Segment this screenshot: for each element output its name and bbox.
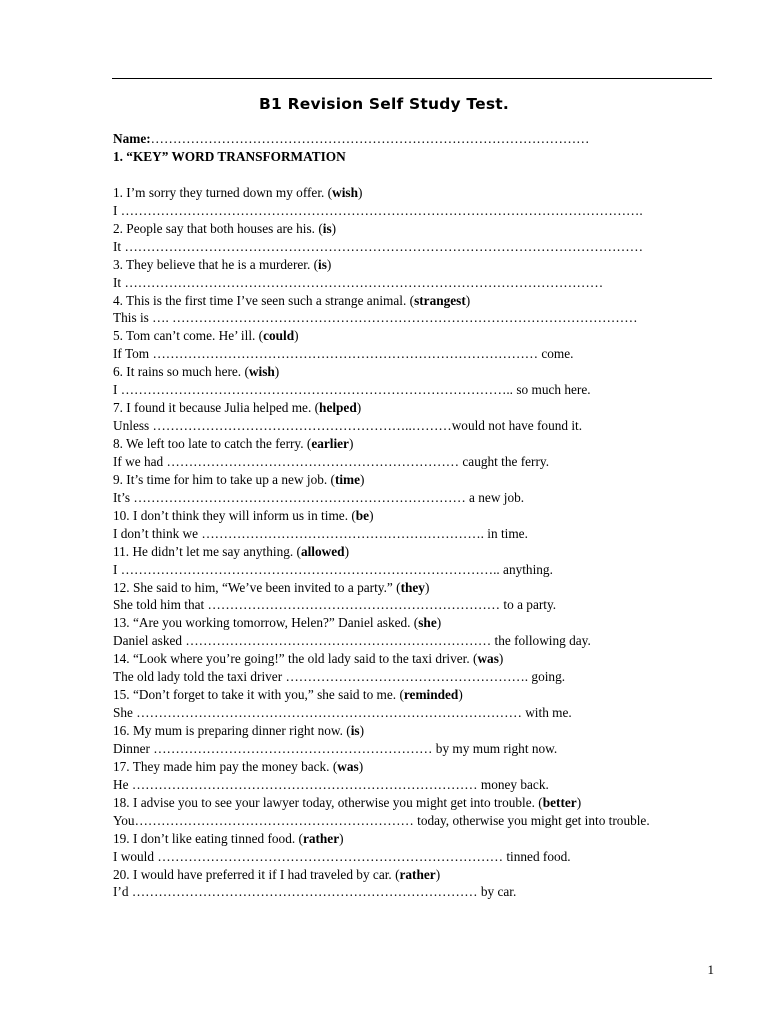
answer-line[interactable]: I would …………………………………………………………………… tinned food. [113,848,571,864]
question-line [113,399,713,417]
question-line [113,579,713,597]
question-text: 13. “Are you working tomorrow, Helen?” Daniel asked. ( [113,615,419,631]
key-word: is [322,220,332,236]
question-text-end: ) [274,364,280,380]
question-line [113,830,713,848]
answer-line[interactable]: If we had ………………………………………………………… caught the ferry. [113,453,550,469]
question-line [113,794,713,812]
answer-line[interactable]: She …………………………………………………………………………… with me. [113,705,572,721]
question-line [113,184,713,202]
answer-line[interactable]: He …………………………………………………………………… money back. [113,776,549,792]
key-word: better [542,794,577,810]
question-text: 11. He didn’t let me say anything. ( [113,543,301,559]
question-text-end: ) [356,400,362,416]
top-rule [112,78,712,79]
question-line [113,292,713,310]
question-text: 6. It rains so much here. ( [113,364,249,380]
section-heading-text: 1. “KEY” WORD TRANSFORMATION [113,148,346,164]
question-text-end: ) [331,220,337,236]
question-text: 1. I’m sorry they turned down my offer. ( [113,184,333,200]
worksheet-content [113,130,713,901]
question-line [113,650,713,668]
question-line [113,543,713,561]
question-text-end: ) [465,292,471,308]
key-word: strangest [414,292,466,308]
question-text-end: ) [369,507,374,523]
answer-line[interactable]: It ……………………………………………………………………………………………………… [113,238,644,254]
answer-line[interactable]: I ………………………………………………………………………….. anything. [113,561,553,577]
question-line [113,327,713,345]
key-word: she [418,615,437,631]
question-text: 16. My mum is preparing dinner right now. ( [113,723,351,738]
question-text: 12. She said to him, “We’ve been invited to a party.” ( [113,579,401,595]
question-text-end: ) [344,543,349,559]
question-text-end: ) [357,184,363,200]
answer-line[interactable]: I’d …………………………………………………………………… by car. [113,884,517,900]
answer-line[interactable]: It’s ………………………………………………………………… a new job. [113,489,525,505]
question-line [113,471,713,489]
key-word: time [334,471,361,487]
question-line [113,614,713,632]
name-blank: ……………………………………………………………………………………… [150,131,590,146]
question-text-end: ) [498,651,504,667]
question-text: 17. They made him pay the money back. ( [113,758,338,774]
answer-line[interactable]: Daniel asked …………………………………………………………… the following day. [113,633,591,649]
question-text-end: ) [339,830,344,846]
question-line [113,722,713,740]
question-text: 4. This is the first time I’ve seen such a strange animal. ( [113,292,415,308]
key-word: be [355,507,370,523]
question-line [113,758,713,776]
key-word: helped [319,400,357,416]
question-text-end: ) [359,723,365,738]
question-text: 18. I advise you to see your lawyer today, otherwise you might get into trouble. ( [113,794,543,810]
question-line [113,435,713,453]
answer-line[interactable]: It ……………………………………………………………………………………………… [113,274,604,290]
question-line [113,507,713,525]
name-line [113,130,713,148]
key-word: allowed [300,543,345,559]
question-list [113,184,713,902]
page-number: 1 [707,962,714,977]
key-word: wish [332,184,358,200]
answer-line[interactable]: If Tom …………………………………………………………………………… come. [113,346,574,362]
question-text: 9. It’s time for him to take up a new job. ( [113,471,335,487]
question-line [113,686,713,704]
question-text-end: ) [435,866,441,882]
question-text: 3. They believe that he is a murderer. ( [113,256,319,272]
page-title: B1 Revision Self Study Test. [259,95,509,113]
question-text: 2. People say that both houses are his. ( [113,220,323,236]
question-text: 10. I don’t think they will inform us in time. ( [113,507,356,523]
answer-line[interactable]: You……………………………………………………… today, otherwise you might get into trouble. [113,812,650,828]
question-text-end: ) [326,256,332,272]
key-word: is [318,256,327,272]
answer-line[interactable]: She told him that ………………………………………………………… to a party. [113,597,557,613]
key-word: earlier [311,436,349,451]
key-word: wish [248,364,275,380]
question-text: 14. “Look where you’re going!” the old lady said to the taxi driver. ( [113,651,478,667]
question-text-end: ) [358,758,364,774]
question-text: 19. I don’t like eating tinned food. ( [113,830,303,846]
section-heading [113,148,713,166]
answer-line[interactable]: I …………………………………………………………………………….. so much here. [113,382,591,398]
answer-line[interactable]: Unless …………………………………………………..………would not have found it. [113,418,583,434]
question-line [113,363,713,381]
question-text-end: ) [436,615,442,631]
question-line [113,220,713,238]
key-word: could [263,328,295,344]
key-word: reminded [403,687,459,703]
key-word: was [337,758,359,774]
question-text-end: ) [348,436,354,451]
question-text: 5. Tom can’t come. He’ ill. ( [113,328,264,344]
key-word: was [477,651,499,667]
answer-line[interactable]: This is …. …………………………………………………………………………………………… [113,310,638,326]
question-line [113,256,713,274]
question-text-end: ) [360,471,365,487]
name-label: Name: [113,131,151,146]
question-text-end: ) [424,579,430,595]
question-text-end: ) [294,328,299,344]
key-word: they [400,579,425,595]
key-word: is [350,723,360,738]
key-word: rather [302,830,340,846]
answer-line[interactable]: I don’t think we ………………………………………………………. in time. [113,525,528,541]
answer-line[interactable]: I ………………………………………………………………………………………………………. [113,202,643,218]
question-text: 7. I found it because Julia helped me. ( [113,400,320,416]
key-word: rather [399,866,436,882]
question-text: 20. I would have preferred it if I had traveled by car. ( [113,866,400,882]
question-line [113,866,713,884]
question-text-end: ) [576,794,582,810]
spacer [113,166,713,184]
question-text-end: ) [458,687,463,703]
question-text: 15. “Don’t forget to take it with you,” she said to me. ( [113,687,404,703]
question-text: 8. We left too late to catch the ferry. ( [113,436,312,451]
answer-line[interactable]: The old lady told the taxi driver ………………………………………………. going. [113,669,566,685]
answer-line[interactable]: Dinner ……………………………………………………… by my mum right now. [113,740,558,756]
